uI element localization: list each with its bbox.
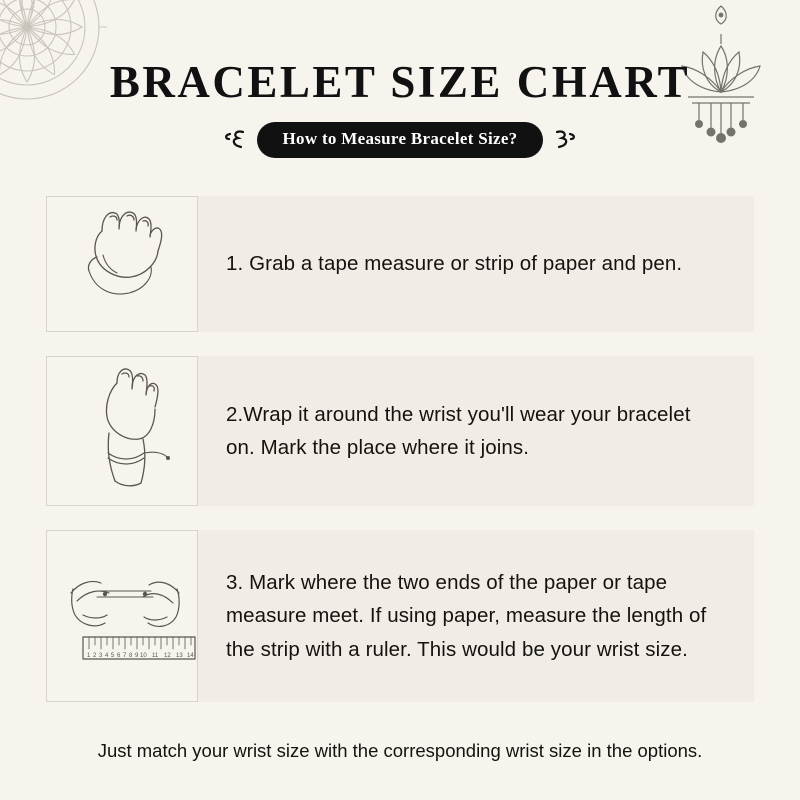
step-1-text: 1. Grab a tape measure or strip of paper and pen. xyxy=(226,252,683,276)
svg-text:12: 12 xyxy=(164,653,171,659)
svg-text:9: 9 xyxy=(135,653,139,659)
step-2-text: 2.Wrap it around the wrist you'll wear your bracelet on. Mark the place where it joins. xyxy=(226,402,691,459)
footer-note: Just match your wrist size with the corresponding wrist size in the options. xyxy=(97,740,703,761)
svg-text:10: 10 xyxy=(140,653,147,659)
list-item xyxy=(46,196,754,332)
svg-text:2: 2 xyxy=(93,653,97,659)
svg-text:3: 3 xyxy=(99,653,103,659)
list-item xyxy=(46,530,754,702)
svg-text:13: 13 xyxy=(176,653,183,659)
step-2-illustration xyxy=(46,356,198,506)
flourish-right-icon xyxy=(553,127,579,153)
svg-text:8: 8 xyxy=(129,653,133,659)
list-item xyxy=(46,356,754,506)
svg-text:5: 5 xyxy=(111,653,115,659)
flourish-left-icon xyxy=(221,127,247,153)
svg-text:11: 11 xyxy=(152,653,159,659)
svg-text:7: 7 xyxy=(123,653,127,659)
page-title: BRACELET SIZE CHART xyxy=(109,57,691,107)
svg-text:4: 4 xyxy=(105,653,109,659)
subtitle-badge: How to Measure Bracelet Size? xyxy=(257,122,544,158)
svg-text:1: 1 xyxy=(87,653,91,659)
step-1-illustration xyxy=(46,196,198,332)
steps-list xyxy=(0,196,800,726)
svg-text:6: 6 xyxy=(117,653,121,659)
subtitle-row xyxy=(0,122,800,158)
step-3-illustration xyxy=(46,530,198,702)
svg-text:14: 14 xyxy=(187,653,194,659)
step-3-text: 3. Mark where the two ends of the paper or tape measure meet. If using paper, measure the length of the strip with a ruler. This would be your wrist size. xyxy=(226,571,707,661)
